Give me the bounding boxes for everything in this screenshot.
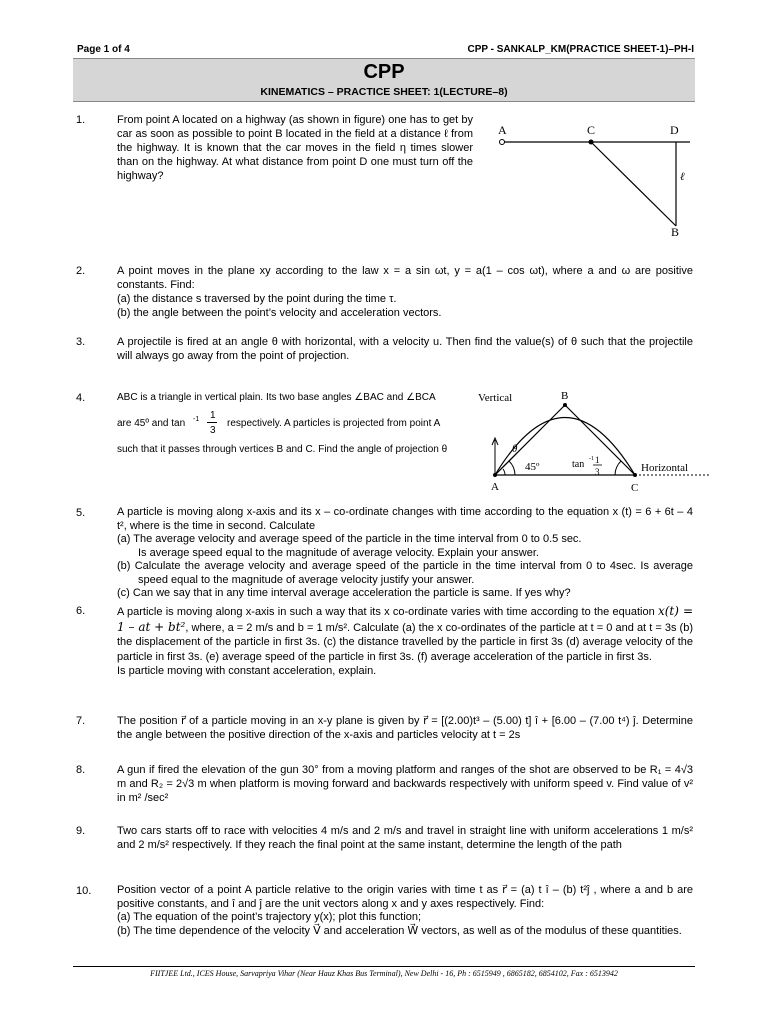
footer-address: FIITJEE Ltd., ICES House, Sarvapriya Vihar (Near Hauz Khas Bus Terminal), New Delhi - 16, Ph : 6515949 , 6865182, 6854102, Fax : 6513942 <box>150 969 618 978</box>
label-a: A <box>498 123 507 137</box>
sheet-code: CPP - SANKALP_KM(PRACTICE SHEET-1)–PH-I <box>467 44 694 55</box>
question-part-a: (a) The average velocity and average speed of the particle in the time interval from 0 to 0.5 sec. <box>117 533 582 545</box>
question-number: 10. <box>76 885 92 897</box>
question-number: 7. <box>76 715 86 727</box>
label-ell: ℓ <box>680 171 685 183</box>
label-inv: -1 <box>589 456 594 462</box>
equation: x(t) = 1 – at + bt² <box>117 604 694 634</box>
point-a <box>500 140 505 145</box>
question-number: 8. <box>76 764 86 776</box>
question-text: The position r⃗ of a particle moving in an x-y plane is given by r⃗ = [(2.00)t³ – (5.00) t] î + [6.00 – (7.00 t⁴) ĵ. Determine the angle between the positive direction of the x-axis and particles velocity at t = 2s <box>117 715 693 741</box>
question-text-line2a: are 45º and tan <box>117 418 186 429</box>
question-number: 3. <box>76 336 86 348</box>
label-one: 1 <box>595 455 600 465</box>
point-c <box>633 473 637 477</box>
question-part-b: (b) the angle between the point’s velocity and acceleration vectors. <box>117 307 442 319</box>
label-vertical: Vertical <box>478 392 513 404</box>
angle-arc-theta <box>503 469 505 475</box>
question-text: Two cars starts off to race with velocities 4 m/s and 2 m/s and travel in straight line with uniform accelerations 1 m/s² and 2 m/s² respectively. If they reach the final point at the same instant, determine the length of the path <box>117 825 693 851</box>
question-text-line1: ABC is a triangle in vertical plain. Its two base angles ∠BAC and ∠BCA <box>117 392 436 403</box>
question-number: 9. <box>76 825 86 837</box>
question-text-rest: , where, a = 2 m/s and b = 1 m/s². Calculate (a) the x co-ordinates of the particle at t = 0 and at t = 3s (b) the displacement of the particle in first 3s. (c) the distance travelled by the particle in first 3s (d) average velocity of the particle in first 3s. (e) average speed of the particle in first 3s. (f) average acceleration of the particle in first 3s. <box>117 621 693 663</box>
footer-divider <box>73 966 695 967</box>
question-part-c: (c) Can we say that in any time interval average acceleration the particle is same. If yes why? <box>117 587 571 599</box>
fraction-denominator: 3 <box>210 425 216 436</box>
question-part-b: (b) The time dependence of the velocity V⃗ and acceleration W⃗ vectors, as well as of the modulus of these quantities. <box>117 924 682 937</box>
highway-figure <box>490 118 700 243</box>
label-horizontal: Horizontal <box>641 462 689 474</box>
title-band <box>73 58 695 102</box>
field-path-line <box>591 142 676 226</box>
question-text: A point moves in the plane xy according to the law x = a sin ωt, y = a(1 – cos ωt), where a and ω are positive constants. Find: <box>117 265 693 291</box>
question-text: From point A located on a highway (as shown in figure) one has to get by car as soon as possible to point B located in the field at a distance ℓ from the highway. It is known that the car moves in the field η times slower than on the highway. At what distance from point D one must turn off the highway? <box>117 114 473 182</box>
label-three: 3 <box>595 467 600 477</box>
question-text-line2b: respectively. A particles is projected from point A <box>227 418 441 429</box>
question-number: 4. <box>76 392 86 404</box>
label-c: C <box>587 123 596 137</box>
question-part-a-note: Is average speed equal to the magnitude of average velocity. Explain your answer. <box>138 546 539 559</box>
projectile-triangle-figure <box>475 385 725 495</box>
question-text: Position vector of a point A particle relative to the origin varies with time t as r⃗ = (a) t î – (b) t²ĵ , where a and b are positive constants, and î and ĵ are the unit vectors along x and y axes respectively. Find: <box>117 884 693 910</box>
question-number: 5. <box>76 507 86 519</box>
question-number: 1. <box>76 114 86 126</box>
angle-arc-c <box>615 461 621 475</box>
question-part-a: (a) The equation of the point’s trajectory y(x); plot this function; <box>117 911 422 923</box>
question-text-last: Is particle moving with constant acceleration, explain. <box>117 665 377 677</box>
question-number: 6. <box>76 605 86 617</box>
fraction-bar <box>207 422 217 423</box>
label-45: 45º <box>525 461 540 473</box>
label-d: D <box>670 123 679 137</box>
point-a <box>493 473 497 477</box>
label-b: B <box>671 225 680 239</box>
angle-arc-45 <box>509 461 515 475</box>
question-text-line3: such that it passes through vertices B and C. Find the angle of projection θ <box>117 444 448 455</box>
page-subtitle: KINEMATICS – PRACTICE SHEET: 1(LECTURE–8) <box>260 86 508 98</box>
label-tan: tan <box>572 459 585 470</box>
label-b: B <box>561 390 569 402</box>
question-text: A particle is moving along x-axis and its x – co-ordinate changes with time according to the equation x (t) = 6 + 6t – 4 t², where is the time in second. Calculate <box>117 506 693 532</box>
label-theta: θ <box>512 443 518 455</box>
label-a: A <box>491 481 499 493</box>
question-text: A gun if fired the elevation of the gun 30° from a moving platform and ranges of the shot are observed to be R₁ = 4√3 m and R₂ = 2√3 m when platform is moving forward and backwards respectively with uniform speed v. Find value of v² in m² /sec² <box>117 764 693 804</box>
question-number: 2. <box>76 265 86 277</box>
fraction-numerator: 1 <box>210 410 216 421</box>
tan-inverse-sup: -1 <box>193 416 200 423</box>
label-c: C <box>631 482 639 494</box>
question-text: A projectile is fired at an angle θ with horizontal, with a velocity u. Then find the value(s) of θ such that the projectile will always go away from the point of projection. <box>117 336 693 362</box>
page-number: Page 1 of 4 <box>77 44 130 55</box>
question-text: A particle is moving along x-axis in such a way that its x co-ordinate varies with time according to the equation <box>117 606 655 618</box>
page-title: CPP <box>363 61 405 83</box>
question-part-a: (a) the distance s traversed by the point during the time τ. <box>117 293 397 305</box>
question-part-b: (b) Calculate the average velocity and average speed of the particle in the time interval from 0 to 4sec. Is average speed equal to the magnitude of average velocity justify your answer. <box>117 560 693 586</box>
point-b <box>563 403 567 407</box>
